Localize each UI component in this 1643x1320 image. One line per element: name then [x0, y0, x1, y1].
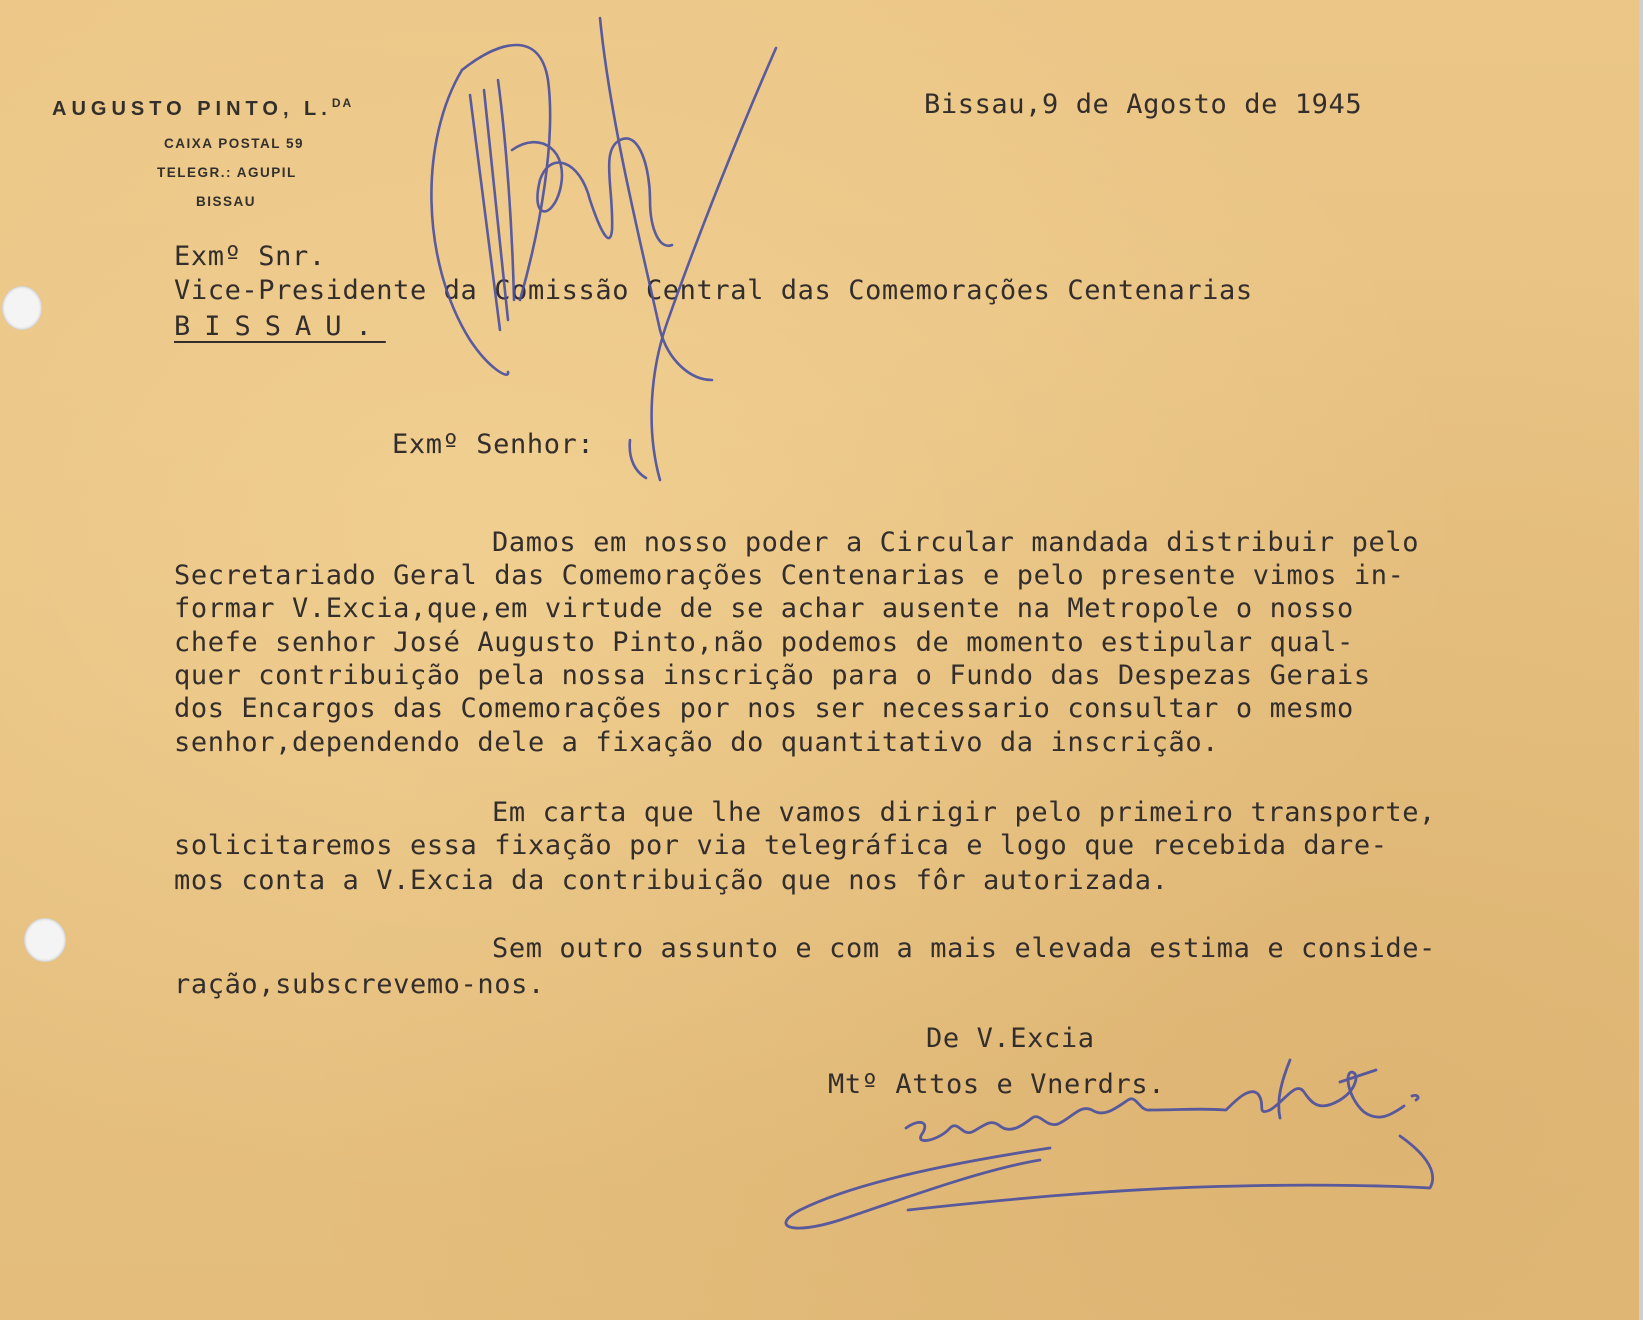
recipient-title: Vice-Presidente da Comissão Central das Comemorações Centenarias — [174, 275, 1253, 306]
date-line: Bissau,9 de Agosto de 1945 — [924, 89, 1363, 120]
recipient-city: BISSAU. — [174, 311, 386, 342]
body-line: formar V.Excia,que,em virtude de se achar ausente na Metropole o nosso — [174, 593, 1354, 624]
greeting: Exmº Senhor: — [392, 429, 595, 460]
body-line: Damos em nosso poder a Circular mandada distribuir pelo — [492, 527, 1420, 558]
closing-line-2: Mtº Attos e Vnerdrs. — [828, 1069, 1166, 1100]
letterhead-telegraph: TELEGR.: AGUPIL — [157, 165, 297, 180]
recipient-salutation: Exmº Snr. — [174, 241, 326, 272]
initials-scribble — [431, 18, 776, 480]
body-line: Secretariado Geral das Comemorações Centenarias e pelo presente vimos in- — [174, 560, 1405, 591]
body-line: solicitaremos essa fixação por via telegráfica e logo que recebida dare- — [174, 830, 1388, 861]
body-line: senhor,dependendo dele a fixação do quantitativo da inscrição. — [174, 727, 1220, 758]
punch-hole-upper — [2, 286, 42, 330]
body-line: dos Encargos das Comemorações por nos ser necessario consultar o mesmo — [174, 693, 1354, 724]
body-line: ração,subscrevemo-nos. — [174, 969, 545, 1000]
body-line: Em carta que lhe vamos dirigir pelo primeiro transporte, — [492, 797, 1436, 828]
letterhead-postal-box: CAIXA POSTAL 59 — [164, 136, 305, 151]
letterhead-city: BISSAU — [196, 194, 257, 209]
body-line: mos conta a V.Excia da contribuição que nos fôr autorizada. — [174, 865, 1169, 896]
letterhead-company — [52, 96, 353, 121]
closing-line-1: De V.Excia — [926, 1023, 1095, 1054]
company-name: AUGUSTO PINTO, L. — [52, 98, 332, 120]
body-line: quer contribuição pela nossa inscrição para o Fundo das Despezas Gerais — [174, 660, 1371, 691]
body-line: chefe senhor José Augusto Pinto,não podemos de momento estipular qual- — [174, 627, 1354, 658]
punch-hole-lower — [24, 918, 66, 962]
company-suffix: DA — [331, 96, 354, 110]
body-line: Sem outro assunto e com a mais elevada estima e conside- — [492, 933, 1436, 964]
